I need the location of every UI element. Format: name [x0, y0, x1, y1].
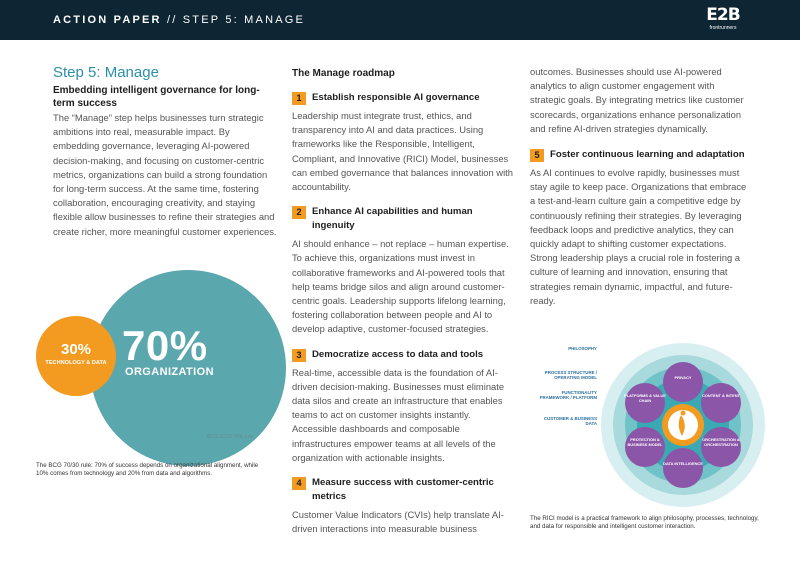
roadmap-step-3 [292, 348, 516, 362]
intro-column [53, 64, 277, 239]
step-4-continuation: outcomes. Businesses should use AI-powered analytics to align customer engagement with strategic goals. By integrating metrics like customer scorecards, organizations enhance personalization and refine AI-driven strategies dynamically. [530, 66, 744, 134]
organization-value: 70% [122, 322, 208, 369]
step-number-badge: 1 [292, 92, 306, 105]
orchestration-segment: ORCHESTRATION & ORCHESTRATION [702, 437, 740, 447]
person-head-icon [681, 411, 686, 416]
roadmap-step-1 [292, 91, 516, 105]
rici-caption: The RICI model is a practical framework to align philosophy, processes, technology, and data for responsible and intelligent customer interaction. [530, 515, 759, 530]
organization-label: ORGANIZATION [125, 366, 214, 378]
header-title [53, 14, 305, 26]
intro-body: The “Manage” step helps businesses turn strategic ambitions into real, measurable impact. By embedding governance, leveraging AI-powered decision-making, and focusing on customer-centric metrics, organizations can build a strong foundation for long-term success. At the same time, fostering collaboration, encouraging creativity, and staying flexible allow businesses to refine their strategies and create richer, more meaningful customer experiences. [53, 112, 277, 237]
technology-label: TECHNOLOGY & DATA [45, 360, 107, 366]
intro-subtitle: Embedding intelligent governance for long-term success [53, 85, 260, 109]
segment-gear [701, 383, 741, 423]
step-title: Measure success with customer-centric metrics [312, 477, 494, 503]
logo-mark: E2B [706, 5, 740, 25]
logo-text: frontrunners [709, 25, 737, 31]
customer-label: CUSTOMER & BUSINESS DATA [543, 416, 597, 427]
step-body: Leadership must integrate trust, ethics, and transparency into AI and data practices. Using frameworks like the Responsible, Intelligent, Compliant, and Innovative (RICI) Model, businesses can embed governance that balances innovation with accountability. [292, 110, 513, 193]
roadmap-step-2 [292, 205, 516, 233]
step-title: Enhance AI capabilities and human ingenuity [312, 206, 473, 232]
roadmap-column-right [530, 65, 748, 308]
bcg-caption: The BCG 70/30 rule: 70% of success depends on organizational alignment, while 10% comes from technology and 20% from data and algorithms. [36, 462, 259, 477]
step-number-badge: 2 [292, 206, 306, 219]
protection-segment: PROTECTION & BUSINESS MODEL [627, 437, 663, 447]
platforms-segment: PLATFORMS & VALUE CHAIN [624, 393, 666, 403]
rici-model-diagram [525, 340, 775, 510]
header-separator: // [166, 14, 178, 26]
technology-value: 30% [60, 341, 92, 358]
content-segment: CONTENT & INTENT [702, 393, 740, 398]
segment-gear [663, 448, 703, 488]
step-title: Foster continuous learning and adaptation [550, 149, 745, 161]
process-label: PROCESS STRUCTURE / OPERATING MODEL [544, 370, 597, 381]
bcg-note: BCG 10,20,70% rule [207, 434, 253, 440]
data-intelligence-segment: DATA INTELLIGENCE [663, 461, 703, 466]
philosophy-label: PHILOSOPHY [568, 346, 597, 351]
step-body: Customer Value Indicators (CVIs) help translate AI-driven interactions into measurable business [292, 509, 504, 535]
privacy-segment: PRIVACY [674, 375, 692, 380]
step-number-badge: 3 [292, 349, 306, 362]
page-title: Step 5: Manage [53, 64, 159, 81]
step-title: Democratize access to data and tools [312, 348, 484, 360]
step-title: Establish responsible AI governance [312, 92, 480, 103]
functionality-label: FUNCTIONALITY FRAMEWORK / PLATFORM [539, 390, 597, 401]
step-body: As AI continues to evolve rapidly, businesses must stay agile to keep pace. Organizations that embrace a test-and-learn culture gain a competitive edge by continuously refining their strategies. By leveraging feedback loops and predictive analytics, they can quickly adapt to shifting customer expectations. Strong leadership plays a crucial role in fostering a culture of learning and innovation, ensuring that strategies remain dynamic, impactful, and future-ready. [530, 167, 747, 306]
step-body: AI should enhance – not replace – human expertise. To achieve this, organizations must invest in collaborative frameworks and AI-powered tools that help teams bridge silos and align around customer-centric goals. Leadership supports lifelong learning, fostering collaboration between people and AI to develop adaptive, customer-focused strategies. [292, 238, 509, 335]
roadmap-title: The Manage roadmap [292, 68, 395, 79]
header-bar [0, 0, 800, 40]
frontrunners-logo [705, 6, 741, 36]
header-section: ACTION PAPER [53, 14, 162, 26]
roadmap-step-4 [292, 476, 516, 504]
segment-gear [663, 362, 703, 402]
step-body: Real-time, accessible data is the foundation of AI-driven decision-making. Businesses must eliminate data silos and create an infrastructure that enables teams to act on customer insights instantly. Accessible dashboards and composable infrastructures empower teams at all levels of the organization with actionable insights. [292, 366, 505, 463]
step-number-badge: 4 [292, 477, 306, 490]
roadmap-column [292, 67, 516, 536]
header-step: STEP 5: MANAGE [182, 14, 306, 26]
roadmap-step-5 [530, 148, 748, 162]
step-number-badge: 5 [530, 149, 544, 162]
